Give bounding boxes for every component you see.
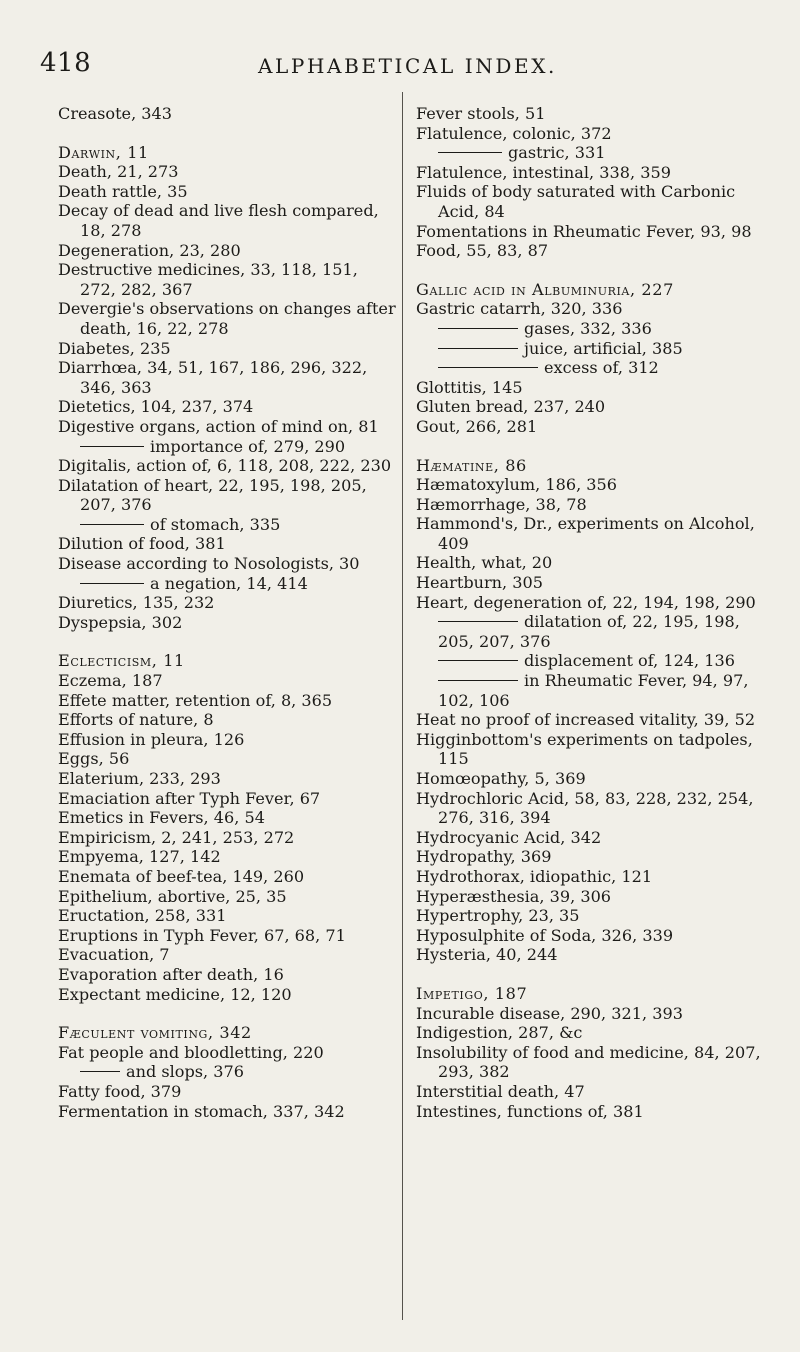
index-entry: Epithelium, abortive, 25, 35 <box>58 886 287 906</box>
index-entry: Fæculent vomiting, 342 <box>58 1023 252 1043</box>
index-entry: Heartburn, 305 <box>416 573 543 593</box>
index-entry: Dilution of food, 381 <box>58 534 226 554</box>
page-header <box>40 44 760 84</box>
index-entry: Insolubility of food and medicine, 84, 207, 293, 382 <box>416 1042 761 1082</box>
index-entry: Impetigo, 187 <box>416 983 528 1003</box>
index-subentry: importance of, 279, 290 <box>58 437 396 457</box>
index-entry: Hammond's, Dr., experiments on Alcohol, 409 <box>416 514 755 553</box>
index-entry: Empyema, 127, 142 <box>58 847 221 867</box>
index-entry: Digestive organs, action of mind on, 81 <box>58 416 379 436</box>
index-entry: Hydropathy, 369 <box>416 847 552 867</box>
index-column-left <box>58 104 396 1121</box>
index-entry: Fat people and bloodletting, 220 <box>58 1042 324 1062</box>
index-entry: Flatulence, colonic, 372 <box>416 123 612 143</box>
index-subentry: a negation, 14, 414 <box>58 574 396 594</box>
index-subentry: gastric, 331 <box>416 143 762 163</box>
index-entry: Emaciation after Typh Fever, 67 <box>58 788 321 808</box>
index-entry: Diuretics, 135, 232 <box>58 593 215 613</box>
index-entry: Eczema, 187 <box>58 671 163 691</box>
index-entry: Hæmatine, 86 <box>416 455 527 475</box>
index-subentry: dilatation of, 22, 195, 198, 205, 207, 376 <box>416 612 762 651</box>
index-entry: Hysteria, 40, 244 <box>416 945 558 965</box>
index-entry: Interstitial death, 47 <box>416 1081 585 1101</box>
index-entry: Intestines, functions of, 381 <box>416 1101 644 1121</box>
index-entry: Effusion in pleura, 126 <box>58 729 245 749</box>
index-entry: Empiricism, 2, 241, 253, 272 <box>58 827 295 847</box>
index-entry: Higginbottom's experiments on tadpoles, 115 <box>416 729 753 769</box>
index-entry: Dyspepsia, 302 <box>58 612 183 632</box>
index-letter-group <box>416 280 762 437</box>
index-subentry: juice, artificial, 385 <box>416 339 762 359</box>
index-entry: Creasote, 343 <box>58 104 173 123</box>
index-entry: Fomentations in Rheumatic Fever, 93, 98 <box>416 221 752 241</box>
index-entry: Hydrocyanic Acid, 342 <box>416 827 602 847</box>
index-entry: Eclecticism, 11 <box>58 651 185 671</box>
index-entry: Fluids of body saturated with Carbonic Acid, 84 <box>416 182 736 221</box>
index-entry: Gout, 266, 281 <box>416 416 538 436</box>
index-entry: Decay of dead and live flesh compared, 18, 278 <box>58 201 379 240</box>
index-entry: Indigestion, 287, &c <box>416 1023 583 1043</box>
index-entry: Hydrothorax, idiopathic, 121 <box>416 866 653 886</box>
index-entry: Eructation, 258, 331 <box>58 906 227 926</box>
index-letter-group <box>58 143 396 633</box>
index-entry: Homœopathy, 5, 369 <box>416 769 586 788</box>
index-subentry: in Rheumatic Fever, 94, 97, 102, 106 <box>416 671 762 710</box>
index-entry: Darwin, 11 <box>58 142 149 162</box>
index-entry: Food, 55, 83, 87 <box>416 241 549 261</box>
index-entry: Incurable disease, 290, 321, 393 <box>416 1003 683 1023</box>
index-letter-group <box>58 104 396 124</box>
index-entry: Destructive medicines, 33, 118, 151, 272, 282, 367 <box>58 260 358 299</box>
index-entry: Expectant medicine, 12, 120 <box>58 984 292 1004</box>
index-entry: Enemata of beef-tea, 149, 260 <box>58 866 305 886</box>
index-subentry: and slops, 376 <box>58 1062 396 1082</box>
index-entry: Death, 21, 273 <box>58 162 179 182</box>
index-entry: Glottitis, 145 <box>416 377 523 397</box>
index-entry: Eruptions in Typh Fever, 67, 68, 71 <box>58 925 346 945</box>
index-entry: Hyposulphite of Soda, 326, 339 <box>416 925 674 945</box>
index-entry: Hyperæsthesia, 39, 306 <box>416 886 612 906</box>
index-entry: Evacuation, 7 <box>58 945 170 965</box>
index-subentry: of stomach, 335 <box>58 515 396 535</box>
index-entry: Efforts of nature, 8 <box>58 710 214 730</box>
index-entry: Heat no proof of increased vitality, 39, 52 <box>416 710 756 730</box>
index-letter-group <box>416 984 762 1121</box>
index-entry: Gluten bread, 237, 240 <box>416 397 606 417</box>
index-entry: Hypertrophy, 23, 35 <box>416 906 580 926</box>
index-entry: Eggs, 56 <box>58 749 130 769</box>
index-entry: Hæmorrhage, 38, 78 <box>416 494 587 514</box>
index-letter-group <box>58 651 396 1004</box>
index-entry: Fermentation in stomach, 337, 342 <box>58 1101 345 1121</box>
index-entry: Fatty food, 379 <box>58 1081 182 1101</box>
index-letter-group <box>416 104 762 261</box>
index-entry: Hydrochloric Acid, 58, 83, 228, 232, 254, 276, 316, 394 <box>416 788 754 828</box>
page-number: 418 <box>40 48 92 78</box>
index-entry: Degeneration, 23, 280 <box>58 240 241 260</box>
index-entry: Digitalis, action of, 6, 118, 208, 222, 230 <box>58 456 392 476</box>
index-letter-group <box>58 1023 396 1121</box>
index-entry: Death rattle, 35 <box>58 181 188 201</box>
index-entry: Hæmatoxylum, 186, 356 <box>416 475 618 495</box>
index-entry: Effete matter, retention of, 8, 365 <box>58 690 333 710</box>
index-entry: Dilatation of heart, 22, 195, 198, 205, 207, 376 <box>58 475 367 515</box>
index-entry: Fever stools, 51 <box>416 104 546 123</box>
index-column-right <box>416 104 762 1121</box>
index-entry: Elaterium, 233, 293 <box>58 769 221 788</box>
index-entry: Diarrhœa, 34, 51, 167, 186, 296, 322, 346, 363 <box>58 358 368 397</box>
index-entry: Heart, degeneration of, 22, 194, 198, 290 <box>416 592 756 612</box>
index-entry: Diabetes, 235 <box>58 338 171 358</box>
index-subentry: excess of, 312 <box>416 358 762 378</box>
index-entry: Disease according to Nosologists, 30 <box>58 554 360 574</box>
column-divider <box>402 92 403 1320</box>
index-entry: Flatulence, intestinal, 338, 359 <box>416 162 671 182</box>
index-subentry: displacement of, 124, 136 <box>416 651 762 671</box>
running-title: ALPHABETICAL INDEX. <box>258 54 558 78</box>
index-entry: Dietetics, 104, 237, 374 <box>58 397 254 417</box>
index-entry: Health, what, 20 <box>416 553 553 573</box>
index-entry: Evaporation after death, 16 <box>58 964 284 984</box>
index-entry: Devergie's observations on changes after death, 16, 22, 278 <box>58 299 396 338</box>
index-entry: Emetics in Fevers, 46, 54 <box>58 808 265 828</box>
index-subentry: gases, 332, 336 <box>416 319 762 339</box>
index-entry: Gallic acid in Albuminuria, 227 <box>416 279 674 299</box>
index-entry: Gastric catarrh, 320, 336 <box>416 299 623 319</box>
index-letter-group <box>416 456 762 965</box>
